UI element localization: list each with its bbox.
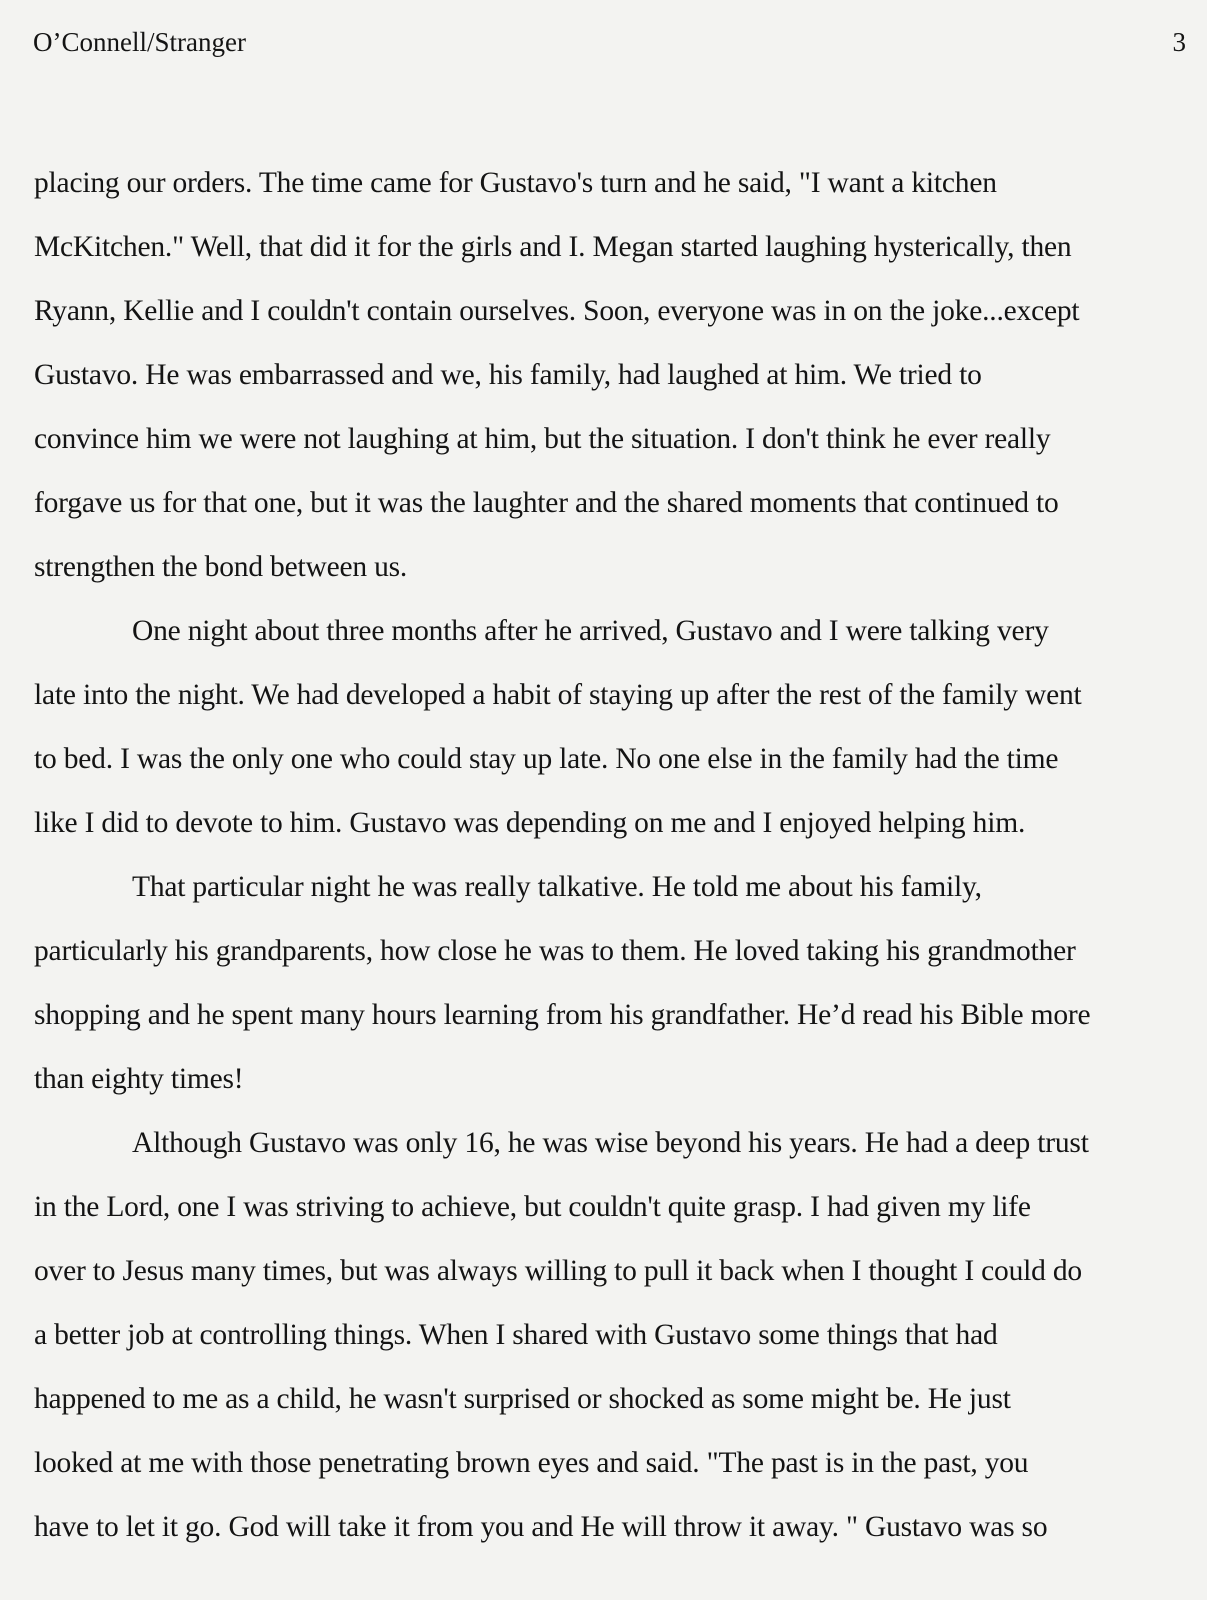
text-line: a better job at controlling things. When I shared with Gustavo some things that had xyxy=(34,1319,998,1351)
text-line: than eighty times! xyxy=(34,1063,244,1095)
paragraph-first-line: That particular night he was really talkative. He told me about his family, xyxy=(132,871,982,903)
page-number: 3 xyxy=(1172,27,1186,57)
text-line: late into the night. We had developed a habit of staying up after the rest of the family went xyxy=(34,679,1082,711)
text-line: placing our orders. The time came for Gustavo's turn and he said, "I want a kitchen xyxy=(34,167,997,199)
text-line: McKitchen." Well, that did it for the girls and I. Megan started laughing hysterically, then xyxy=(34,231,1072,263)
text-line: strengthen the bond between us. xyxy=(34,551,408,583)
paragraph-first-line: One night about three months after he arrived, Gustavo and I were talking very xyxy=(132,615,1049,647)
text-line: shopping and he spent many hours learning from his grandfather. He’d read his Bible more xyxy=(34,999,1091,1031)
text-line: looked at me with those penetrating brown eyes and said. "The past is in the past, you xyxy=(34,1447,1029,1479)
text-line: have to let it go. God will take it from you and He will throw it away. " Gustavo was so xyxy=(34,1511,1048,1543)
body-text xyxy=(34,160,1184,1568)
paragraph-first-line: Although Gustavo was only 16, he was wise beyond his years. He had a deep trust xyxy=(132,1127,1089,1159)
text-line: to bed. I was the only one who could stay up late. No one else in the family had the time xyxy=(34,743,1059,775)
text-line: Ryann, Kellie and I couldn't contain ourselves. Soon, everyone was in on the joke...except xyxy=(34,295,1080,327)
text-line: Gustavo. He was embarrassed and we, his family, had laughed at him. We tried to xyxy=(34,359,982,391)
running-head: O’Connell/Stranger xyxy=(33,27,246,57)
text-line: convince him we were not laughing at him, but the situation. I don't think he ever really xyxy=(34,423,1051,455)
text-line: happened to me as a child, he wasn't surprised or shocked as some might be. He just xyxy=(34,1383,1011,1415)
text-line: like I did to devote to him. Gustavo was depending on me and I enjoyed helping him. xyxy=(34,807,1026,839)
text-line: particularly his grandparents, how close he was to them. He loved taking his grandmother xyxy=(34,935,1076,967)
text-line: in the Lord, one I was striving to achieve, but couldn't quite grasp. I had given my life xyxy=(34,1191,1031,1223)
text-line: over to Jesus many times, but was always willing to pull it back when I thought I could do xyxy=(34,1255,1082,1287)
text-line: forgave us for that one, but it was the laughter and the shared moments that continued to xyxy=(34,487,1059,519)
